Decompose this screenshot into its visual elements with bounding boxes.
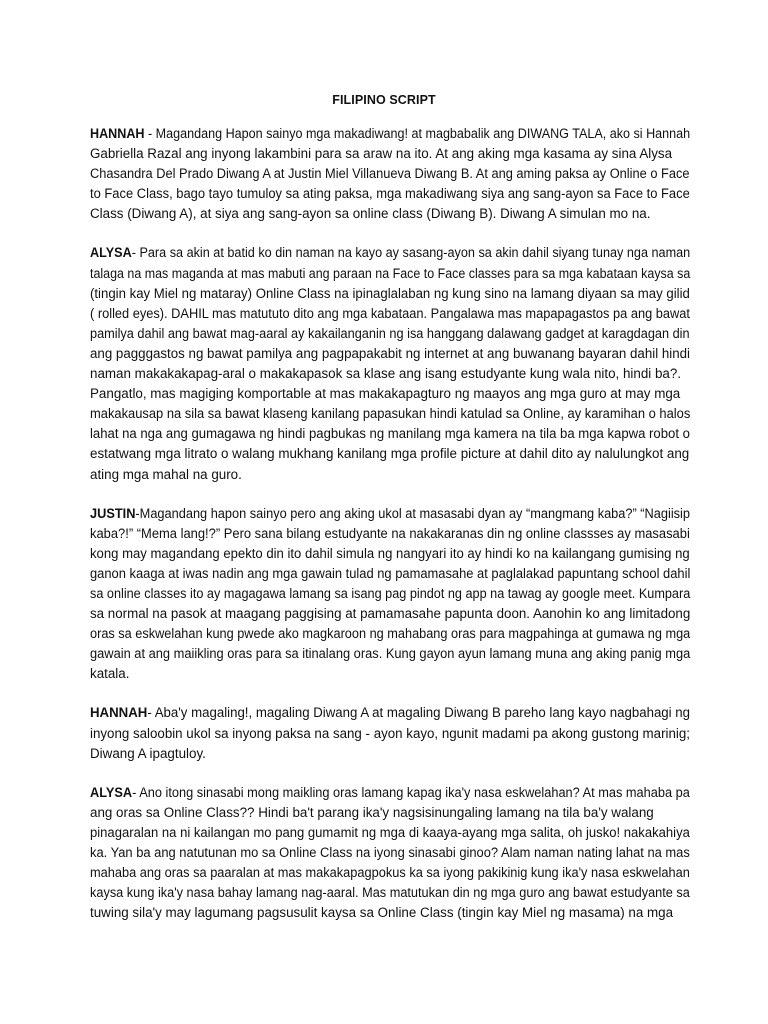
text-line [90, 384, 690, 404]
text-line [90, 783, 690, 803]
text-line [90, 544, 690, 564]
line-text: ( rolled eyes). DAHIL mas matututo dito ang mga kabataan. Pangalawa mas mapapagastos pa ang bawat [90, 305, 690, 321]
text-line [90, 903, 690, 923]
text-line [90, 584, 691, 604]
line-text: to Face Class, bago tayo tumuloy sa ating paksa, mga makadiwang siya ang sang-ayon sa Face to Face [90, 186, 690, 202]
line-text: talaga na mas maganda at mas mabuti ang paraan na Face to Face classes para sa mga kabataan kaysa sa [90, 265, 691, 281]
text-line [90, 843, 690, 863]
text-line [90, 184, 690, 204]
line-text: katala. [90, 666, 130, 682]
text-line [90, 304, 690, 324]
speaker-name: HANNAH [90, 126, 145, 141]
text-line [90, 465, 690, 485]
text-line [90, 644, 691, 664]
text-line [90, 284, 690, 304]
text-line [90, 344, 691, 364]
line-text: kong may magandang epekto din ito dahil simula ng nangyari ito ay hindi ko na kailangang gumising ng [90, 545, 690, 561]
text-line [90, 264, 691, 284]
text-line [90, 504, 691, 524]
speaker-name: HANNAH [90, 705, 148, 721]
text-line [90, 823, 690, 843]
line-text: pamilya dahil ang bawat mag-aaral ay kakailanganin ng isa hanggang dalawang gadget at karagdagan din [90, 325, 690, 341]
text-line [90, 744, 690, 764]
text-line [90, 604, 691, 624]
line-text: - Para sa akin at batid ko din naman na kayo ay sasang-ayon sa akin dahil siyang tunay nga naman [131, 245, 691, 261]
line-text: - Magandang Hapon sainyo mga makadiwang! at magbabalik ang DIWANG TALA, ako si Hannah [144, 126, 691, 141]
text-line [90, 124, 691, 144]
script-paragraph [90, 504, 690, 685]
speaker-name: ALYSA [90, 245, 132, 261]
text-line [90, 883, 690, 903]
speaker-name: JUSTIN [90, 505, 136, 521]
line-text: mahaba ang oras sa paaralan at mas makakapagpokus ka sa iyong pakikinig kung ika'y nasa eskwelahan [90, 865, 690, 881]
line-text: ganon kaaga at iwas nadin ang mga gawain tulad ng pamamasahe at paglalakad papuntang school dahil [90, 565, 691, 581]
text-line [90, 204, 690, 224]
line-text: - Aba'y magaling!, magaling Diwang A at magaling Diwang B pareho lang kayo nagbahagi ng [147, 705, 691, 721]
line-text: sa online classes ito ay magagawa lamang sa isang pag pindot ng app na tawag ay google meet. Kumpara [90, 585, 691, 601]
document-title: FILIPINO SCRIPT [332, 93, 436, 107]
line-text: inyong saloobin ukol sa inyong paksa na sang - ayon kayo, ngunit madami pa akong gustong marinig; [90, 725, 690, 741]
line-text: lahat na nga ang gumagawa ng hindi pagbukas ng manilang mga kamera na tila ba mga kapwa robot o [90, 426, 690, 442]
line-text: oras sa eskwelahan kung pwede ako magkaroon ng mahabang oras para magpahinga at gumawa ng mga [90, 626, 691, 642]
text-line [90, 624, 691, 644]
line-text: Gabriella Razal ang inyong lakambini para sa araw na ito. At ang aking mga kasama ay sina Alysa [90, 146, 673, 162]
line-text: (tingin kay Miel ng mataray) Online Class na ipinaglalaban ng kung sino na lamang diyaan sa may gilid [90, 285, 690, 301]
text-line [90, 444, 690, 464]
text-line [90, 164, 690, 184]
text-line [90, 324, 690, 344]
line-text: estatwang mga litrato o walang mukhang kanilang mga profile picture at dahil dito ay nalulungkot ang [90, 446, 690, 462]
text-line [90, 724, 690, 744]
line-text: sa normal na pasok at maagang paggising at pamamasahe papunta doon. Aanohin ko ang limitadong [90, 606, 691, 622]
script-paragraph [90, 783, 690, 924]
line-text: - Ano itong sinasabi mong maikling oras lamang kapag ika'y nasa eskwelahan? At mas mahaba pa [132, 784, 690, 800]
text-line [90, 664, 690, 684]
line-text: Class (Diwang A), at siya ang sang-ayon sa online class (Diwang B). Diwang A simulan mo na. [90, 206, 651, 222]
text-line [90, 144, 690, 164]
line-text: ating mga mahal na guro. [90, 466, 242, 482]
text-line [90, 404, 691, 424]
line-text: kaysa kung ika'y nasa bahay lamang nag-aaral. Mas matutukan din ng mga guro ang bawat estudyante sa [90, 885, 690, 901]
line-text: naman makakakapag-aral o makakapasok sa klase ang isang estudyante kung wala nito, hindi ba?. [90, 366, 682, 382]
line-text: pinagaralan na ni kailangan mo pang gumamit ng mga di kaaya-ayang mga salita, oh jusko! nakakahiya [90, 824, 690, 840]
line-text: Pangatlo, mas magiging komportable at mas makakapagturo ng maayos ang mga guro at may mga [90, 386, 681, 402]
line-text: ang pagggastos ng bawat pamilya ang pagpapakabit ng internet at ang buwanang bayaran dahil hindi [90, 345, 691, 361]
line-text: ka. Yan ba ang natutunan mo sa Online Class na iyong sinasabi ginoo? Alam naman nating lahat na mas [90, 845, 690, 860]
line-text: gawain at ang maiikling oras para sa itinalang oras. Kung gayon ayun lamang muna ang aking panig mga [90, 646, 691, 662]
text-line [90, 243, 691, 263]
document-body [90, 124, 690, 942]
text-line [90, 524, 690, 544]
line-text: Diwang A ipagtuloy. [90, 745, 206, 761]
text-line [90, 424, 690, 444]
line-text: tuwing sila'y may lagumang pagsusulit kaysa sa Online Class (tingin kay Miel ng masama) na mga [90, 905, 674, 921]
line-text: Chasandra Del Prado Diwang A at Justin Miel Villanueva Diwang B. At ang aming paksa ay Online o Face [90, 166, 690, 182]
line-text: kaba?!” “Mema lang!?” Pero sana bilang estudyante na nakakaranas din ng online classses ay masasabi [90, 525, 690, 541]
text-line [90, 703, 691, 723]
script-paragraph [90, 124, 690, 224]
text-line [90, 863, 690, 883]
text-line [90, 564, 691, 584]
text-line [90, 803, 690, 823]
script-paragraph [90, 243, 690, 484]
script-paragraph [90, 703, 690, 763]
line-text: -Magandang hapon sainyo pero ang aking ukol at masasabi dyan ay “mangmang kaba?” “Nagiisip [135, 505, 691, 521]
line-text: ang oras sa Online Class?? Hindi ba't parang ika'y nagsisinungaling lamang na tila ba'y walang [90, 804, 654, 820]
text-line [90, 364, 690, 384]
line-text: makakausap na sila sa bawat klaseng kanilang papasukan hindi katulad sa Online, ay karamihan o halos [90, 406, 691, 422]
speaker-name: ALYSA [90, 784, 133, 800]
